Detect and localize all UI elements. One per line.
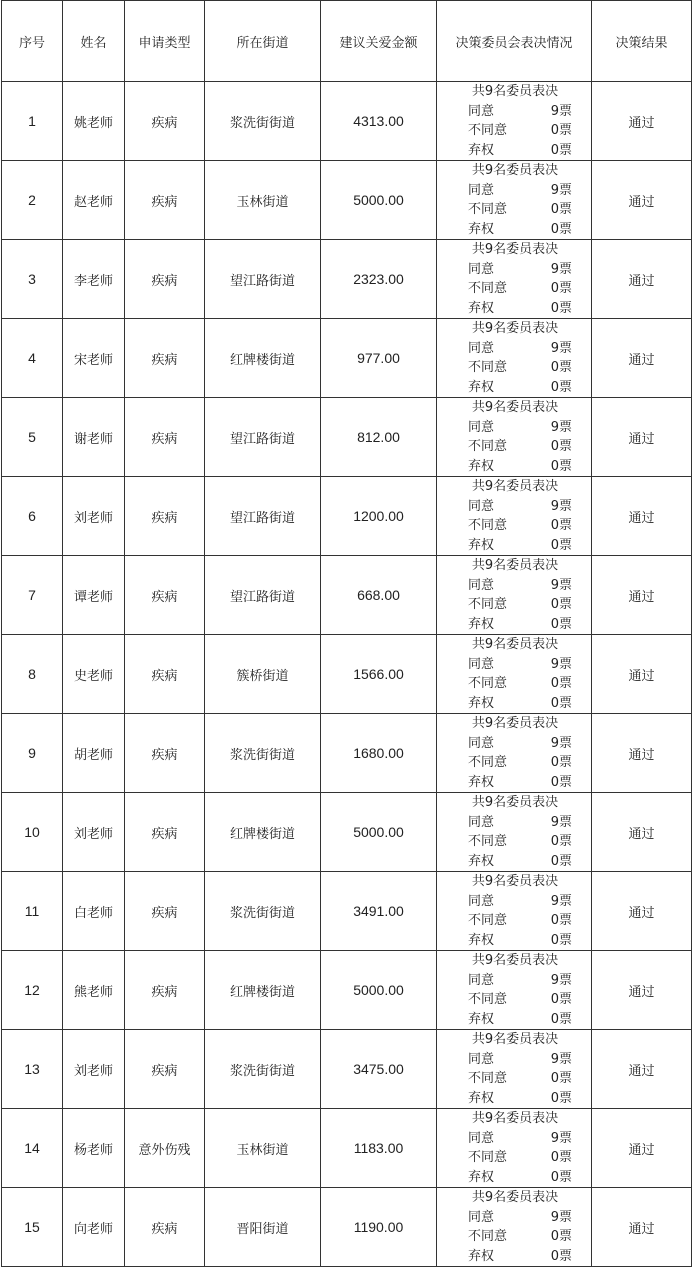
vote-title: 共9名委员表决 — [471, 1111, 559, 1126]
cell-street: 晋阳街道 — [205, 1188, 321, 1267]
cell-result: 通过 — [592, 951, 692, 1030]
vote-summary — [456, 793, 572, 871]
cell-result: 通过 — [592, 714, 692, 793]
vote-agree-count: 9票 — [550, 340, 572, 356]
vote-agree-count: 9票 — [550, 1209, 572, 1225]
table-row — [2, 635, 692, 714]
cell-result: 通过 — [592, 319, 692, 398]
vote-disagree-count: 0票 — [550, 676, 572, 691]
vote-title: 共9名委员表决 — [471, 1032, 559, 1047]
vote-disagree-count: 0票 — [550, 518, 572, 533]
cell-name: 熊老师 — [63, 951, 125, 1030]
vote-agree-count: 9票 — [550, 103, 572, 119]
cell-result: 通过 — [592, 240, 692, 319]
vote-agree-line — [456, 892, 572, 912]
cell-vote — [437, 872, 592, 951]
vote-disagree-count: 0票 — [550, 913, 572, 928]
vote-disagree-line — [456, 1148, 572, 1168]
vote-abstain-count: 0票 — [550, 221, 572, 237]
cell-result: 通过 — [592, 635, 692, 714]
vote-abstain-line — [456, 1168, 572, 1188]
cell-amount: 5000.00 — [321, 951, 437, 1030]
cell-vote — [437, 82, 592, 161]
vote-disagree-label: 不同意 — [468, 992, 508, 1007]
cell-name: 李老师 — [63, 240, 125, 319]
vote-abstain-line — [456, 1247, 572, 1267]
vote-disagree-line — [456, 121, 572, 141]
cell-amount: 977.00 — [321, 319, 437, 398]
vote-agree-label: 同意 — [468, 893, 495, 909]
cell-amount: 1200.00 — [321, 477, 437, 556]
cell-no: 3 — [2, 240, 63, 319]
vote-disagree-label: 不同意 — [468, 281, 508, 296]
vote-summary — [456, 1030, 572, 1108]
vote-agree-label: 同意 — [468, 182, 495, 198]
cell-street: 望江路街道 — [205, 398, 321, 477]
vote-disagree-label: 不同意 — [468, 518, 508, 533]
vote-summary — [456, 951, 572, 1029]
vote-abstain-line — [456, 220, 572, 240]
vote-disagree-line — [456, 1069, 572, 1089]
cell-type: 疾病 — [125, 556, 205, 635]
vote-disagree-line — [456, 437, 572, 457]
vote-disagree-count: 0票 — [550, 1071, 572, 1086]
vote-abstain-line — [456, 378, 572, 398]
vote-agree-count: 9票 — [550, 261, 572, 277]
vote-disagree-label: 不同意 — [468, 597, 508, 612]
cell-amount: 812.00 — [321, 398, 437, 477]
cell-name: 杨老师 — [63, 1109, 125, 1188]
cell-street: 红牌楼街道 — [205, 319, 321, 398]
cell-type: 意外伤残 — [125, 1109, 205, 1188]
cell-amount: 5000.00 — [321, 793, 437, 872]
header-name: 姓名 — [63, 1, 125, 82]
vote-summary — [456, 161, 572, 239]
vote-summary — [456, 477, 572, 555]
vote-abstain-label: 弃权 — [468, 1169, 495, 1185]
vote-disagree-label: 不同意 — [468, 755, 508, 770]
cell-vote — [437, 477, 592, 556]
vote-agree-label: 同意 — [468, 498, 495, 514]
cell-type: 疾病 — [125, 240, 205, 319]
vote-abstain-label: 弃权 — [468, 1090, 495, 1106]
cell-type: 疾病 — [125, 82, 205, 161]
vote-disagree-count: 0票 — [550, 360, 572, 375]
vote-abstain-label: 弃权 — [468, 853, 495, 869]
vote-disagree-label: 不同意 — [468, 1071, 508, 1086]
vote-agree-line — [456, 339, 572, 359]
cell-result: 通过 — [592, 1030, 692, 1109]
cell-type: 疾病 — [125, 714, 205, 793]
cell-result: 通过 — [592, 793, 692, 872]
vote-agree-line — [456, 181, 572, 201]
table-row — [2, 714, 692, 793]
vote-agree-line — [456, 497, 572, 517]
cell-street: 红牌楼街道 — [205, 793, 321, 872]
vote-summary — [456, 1188, 572, 1266]
cell-name: 刘老师 — [63, 793, 125, 872]
vote-abstain-line — [456, 694, 572, 714]
vote-agree-label: 同意 — [468, 340, 495, 356]
vote-disagree-count: 0票 — [550, 1229, 572, 1244]
vote-abstain-count: 0票 — [550, 774, 572, 790]
cell-amount: 5000.00 — [321, 161, 437, 240]
vote-disagree-count: 0票 — [550, 992, 572, 1007]
vote-summary — [456, 398, 572, 476]
vote-disagree-count: 0票 — [550, 439, 572, 454]
vote-disagree-line — [456, 279, 572, 299]
vote-abstain-line — [456, 1089, 572, 1109]
vote-agree-count: 9票 — [550, 814, 572, 830]
cell-result: 通过 — [592, 1188, 692, 1267]
vote-agree-count: 9票 — [550, 972, 572, 988]
vote-summary — [456, 1109, 572, 1187]
cell-no: 14 — [2, 1109, 63, 1188]
vote-agree-label: 同意 — [468, 1051, 495, 1067]
cell-no: 9 — [2, 714, 63, 793]
cell-amount: 2323.00 — [321, 240, 437, 319]
vote-agree-line — [456, 655, 572, 675]
cell-street: 浆洗街街道 — [205, 714, 321, 793]
vote-agree-line — [456, 1129, 572, 1149]
table-row — [2, 1030, 692, 1109]
cell-type: 疾病 — [125, 1188, 205, 1267]
cell-name: 刘老师 — [63, 477, 125, 556]
header-vote: 决策委员会表决情况 — [437, 1, 592, 82]
cell-no: 4 — [2, 319, 63, 398]
cell-vote — [437, 161, 592, 240]
cell-no: 1 — [2, 82, 63, 161]
cell-vote — [437, 951, 592, 1030]
vote-title: 共9名委员表决 — [471, 953, 559, 968]
cell-type: 疾病 — [125, 872, 205, 951]
table-row — [2, 556, 692, 635]
vote-agree-label: 同意 — [468, 419, 495, 435]
cell-vote — [437, 635, 592, 714]
vote-agree-label: 同意 — [468, 261, 495, 277]
cell-amount: 1190.00 — [321, 1188, 437, 1267]
cell-result: 通过 — [592, 1109, 692, 1188]
cell-street: 红牌楼街道 — [205, 951, 321, 1030]
cell-vote — [437, 319, 592, 398]
cell-type: 疾病 — [125, 1030, 205, 1109]
cell-name: 史老师 — [63, 635, 125, 714]
table-row — [2, 240, 692, 319]
vote-disagree-count: 0票 — [550, 123, 572, 138]
vote-agree-line — [456, 971, 572, 991]
vote-agree-line — [456, 576, 572, 596]
vote-summary — [456, 82, 572, 160]
table-row — [2, 1188, 692, 1267]
vote-disagree-label: 不同意 — [468, 1150, 508, 1165]
cell-amount: 668.00 — [321, 556, 437, 635]
cell-vote — [437, 556, 592, 635]
vote-agree-line — [456, 1050, 572, 1070]
cell-no: 12 — [2, 951, 63, 1030]
vote-agree-label: 同意 — [468, 577, 495, 593]
header-type: 申请类型 — [125, 1, 205, 82]
vote-abstain-count: 0票 — [550, 1090, 572, 1106]
cell-result: 通过 — [592, 161, 692, 240]
vote-abstain-label: 弃权 — [468, 142, 495, 158]
vote-abstain-line — [456, 536, 572, 556]
vote-abstain-line — [456, 931, 572, 951]
vote-summary — [456, 714, 572, 792]
table-body — [2, 82, 692, 1267]
vote-abstain-label: 弃权 — [468, 537, 495, 553]
cell-amount: 3475.00 — [321, 1030, 437, 1109]
header-no: 序号 — [2, 1, 63, 82]
vote-disagree-label: 不同意 — [468, 439, 508, 454]
vote-disagree-count: 0票 — [550, 597, 572, 612]
vote-abstain-label: 弃权 — [468, 300, 495, 316]
cell-vote — [437, 1109, 592, 1188]
vote-summary — [456, 635, 572, 713]
cell-street: 浆洗街街道 — [205, 82, 321, 161]
vote-abstain-line — [456, 457, 572, 477]
vote-agree-count: 9票 — [550, 577, 572, 593]
cell-no: 13 — [2, 1030, 63, 1109]
vote-agree-line — [456, 1208, 572, 1228]
vote-disagree-line — [456, 200, 572, 220]
vote-agree-count: 9票 — [550, 498, 572, 514]
vote-agree-line — [456, 260, 572, 280]
cell-amount: 1566.00 — [321, 635, 437, 714]
vote-title: 共9名委员表决 — [471, 716, 559, 731]
vote-abstain-count: 0票 — [550, 1248, 572, 1264]
vote-disagree-line — [456, 674, 572, 694]
cell-vote — [437, 398, 592, 477]
vote-agree-count: 9票 — [550, 1130, 572, 1146]
vote-summary — [456, 556, 572, 634]
vote-agree-label: 同意 — [468, 656, 495, 672]
vote-agree-line — [456, 813, 572, 833]
vote-disagree-label: 不同意 — [468, 913, 508, 928]
vote-disagree-label: 不同意 — [468, 202, 508, 217]
vote-title: 共9名委员表决 — [471, 479, 559, 494]
vote-disagree-count: 0票 — [550, 202, 572, 217]
vote-abstain-count: 0票 — [550, 458, 572, 474]
vote-disagree-line — [456, 832, 572, 852]
cell-name: 胡老师 — [63, 714, 125, 793]
vote-abstain-count: 0票 — [550, 537, 572, 553]
cell-street: 簇桥街道 — [205, 635, 321, 714]
vote-abstain-count: 0票 — [550, 932, 572, 948]
vote-agree-count: 9票 — [550, 182, 572, 198]
cell-result: 通过 — [592, 477, 692, 556]
vote-abstain-label: 弃权 — [468, 221, 495, 237]
vote-agree-line — [456, 102, 572, 122]
vote-abstain-line — [456, 852, 572, 872]
cell-street: 浆洗街街道 — [205, 872, 321, 951]
vote-disagree-count: 0票 — [550, 755, 572, 770]
cell-type: 疾病 — [125, 793, 205, 872]
vote-title: 共9名委员表决 — [471, 242, 559, 257]
cell-name: 宋老师 — [63, 319, 125, 398]
cell-result: 通过 — [592, 556, 692, 635]
vote-abstain-count: 0票 — [550, 1169, 572, 1185]
vote-abstain-line — [456, 141, 572, 161]
cell-type: 疾病 — [125, 951, 205, 1030]
vote-title: 共9名委员表决 — [471, 400, 559, 415]
cell-result: 通过 — [592, 398, 692, 477]
vote-disagree-line — [456, 516, 572, 536]
cell-no: 15 — [2, 1188, 63, 1267]
cell-name: 姚老师 — [63, 82, 125, 161]
vote-abstain-label: 弃权 — [468, 458, 495, 474]
vote-disagree-count: 0票 — [550, 834, 572, 849]
table-row — [2, 1109, 692, 1188]
vote-abstain-count: 0票 — [550, 300, 572, 316]
table-row — [2, 398, 692, 477]
vote-disagree-line — [456, 911, 572, 931]
vote-abstain-line — [456, 299, 572, 319]
cell-amount: 1183.00 — [321, 1109, 437, 1188]
cell-name: 谭老师 — [63, 556, 125, 635]
vote-title: 共9名委员表决 — [471, 163, 559, 178]
decision-table — [1, 0, 692, 1267]
cell-type: 疾病 — [125, 161, 205, 240]
vote-abstain-count: 0票 — [550, 379, 572, 395]
vote-title: 共9名委员表决 — [471, 795, 559, 810]
vote-agree-count: 9票 — [550, 656, 572, 672]
vote-agree-count: 9票 — [550, 893, 572, 909]
vote-disagree-line — [456, 358, 572, 378]
vote-title: 共9名委员表决 — [471, 321, 559, 336]
cell-no: 5 — [2, 398, 63, 477]
cell-amount: 1680.00 — [321, 714, 437, 793]
vote-agree-label: 同意 — [468, 1130, 495, 1146]
cell-street: 玉林街道 — [205, 161, 321, 240]
cell-street: 玉林街道 — [205, 1109, 321, 1188]
table-row — [2, 872, 692, 951]
cell-result: 通过 — [592, 82, 692, 161]
vote-agree-count: 9票 — [550, 735, 572, 751]
vote-abstain-count: 0票 — [550, 616, 572, 632]
cell-name: 赵老师 — [63, 161, 125, 240]
vote-abstain-count: 0票 — [550, 1011, 572, 1027]
vote-disagree-label: 不同意 — [468, 123, 508, 138]
vote-abstain-label: 弃权 — [468, 379, 495, 395]
vote-disagree-line — [456, 753, 572, 773]
vote-disagree-label: 不同意 — [468, 834, 508, 849]
vote-title: 共9名委员表决 — [471, 874, 559, 889]
cell-name: 白老师 — [63, 872, 125, 951]
vote-abstain-label: 弃权 — [468, 774, 495, 790]
table-row — [2, 319, 692, 398]
cell-vote — [437, 240, 592, 319]
vote-summary — [456, 319, 572, 397]
cell-vote — [437, 714, 592, 793]
vote-abstain-label: 弃权 — [468, 1011, 495, 1027]
cell-no: 2 — [2, 161, 63, 240]
cell-name: 刘老师 — [63, 1030, 125, 1109]
vote-summary — [456, 872, 572, 950]
cell-type: 疾病 — [125, 477, 205, 556]
vote-abstain-label: 弃权 — [468, 695, 495, 711]
vote-disagree-label: 不同意 — [468, 360, 508, 375]
vote-disagree-label: 不同意 — [468, 676, 508, 691]
vote-abstain-line — [456, 615, 572, 635]
cell-no: 8 — [2, 635, 63, 714]
cell-no: 10 — [2, 793, 63, 872]
vote-agree-label: 同意 — [468, 103, 495, 119]
cell-street: 望江路街道 — [205, 556, 321, 635]
vote-disagree-count: 0票 — [550, 1150, 572, 1165]
vote-abstain-count: 0票 — [550, 695, 572, 711]
cell-vote — [437, 1188, 592, 1267]
vote-agree-label: 同意 — [468, 814, 495, 830]
vote-abstain-count: 0票 — [550, 853, 572, 869]
table-row — [2, 951, 692, 1030]
vote-title: 共9名委员表决 — [471, 558, 559, 573]
table-row — [2, 82, 692, 161]
vote-title: 共9名委员表决 — [471, 637, 559, 652]
vote-disagree-count: 0票 — [550, 281, 572, 296]
vote-summary — [456, 240, 572, 318]
vote-abstain-count: 0票 — [550, 142, 572, 158]
vote-agree-line — [456, 734, 572, 754]
cell-type: 疾病 — [125, 319, 205, 398]
cell-amount: 4313.00 — [321, 82, 437, 161]
table-row — [2, 793, 692, 872]
cell-no: 6 — [2, 477, 63, 556]
cell-street: 望江路街道 — [205, 477, 321, 556]
vote-disagree-line — [456, 1227, 572, 1247]
cell-vote — [437, 1030, 592, 1109]
cell-vote — [437, 793, 592, 872]
cell-name: 谢老师 — [63, 398, 125, 477]
vote-abstain-label: 弃权 — [468, 616, 495, 632]
cell-result: 通过 — [592, 872, 692, 951]
vote-abstain-label: 弃权 — [468, 1248, 495, 1264]
vote-agree-count: 9票 — [550, 419, 572, 435]
cell-no: 7 — [2, 556, 63, 635]
header-result: 决策结果 — [592, 1, 692, 82]
vote-agree-count: 9票 — [550, 1051, 572, 1067]
cell-no: 11 — [2, 872, 63, 951]
cell-type: 疾病 — [125, 635, 205, 714]
vote-abstain-line — [456, 773, 572, 793]
vote-disagree-label: 不同意 — [468, 1229, 508, 1244]
cell-amount: 3491.00 — [321, 872, 437, 951]
vote-agree-label: 同意 — [468, 1209, 495, 1225]
vote-agree-line — [456, 418, 572, 438]
vote-abstain-label: 弃权 — [468, 932, 495, 948]
vote-agree-label: 同意 — [468, 735, 495, 751]
cell-street: 浆洗街街道 — [205, 1030, 321, 1109]
table-row — [2, 477, 692, 556]
cell-type: 疾病 — [125, 398, 205, 477]
vote-title: 共9名委员表决 — [471, 84, 559, 99]
header-amount: 建议关爱金额 — [321, 1, 437, 82]
vote-abstain-line — [456, 1010, 572, 1030]
vote-title: 共9名委员表决 — [471, 1190, 559, 1205]
vote-disagree-line — [456, 990, 572, 1010]
cell-name: 向老师 — [63, 1188, 125, 1267]
vote-disagree-line — [456, 595, 572, 615]
table-header-row — [2, 1, 692, 82]
table-row — [2, 161, 692, 240]
vote-agree-label: 同意 — [468, 972, 495, 988]
cell-street: 望江路街道 — [205, 240, 321, 319]
header-street: 所在街道 — [205, 1, 321, 82]
